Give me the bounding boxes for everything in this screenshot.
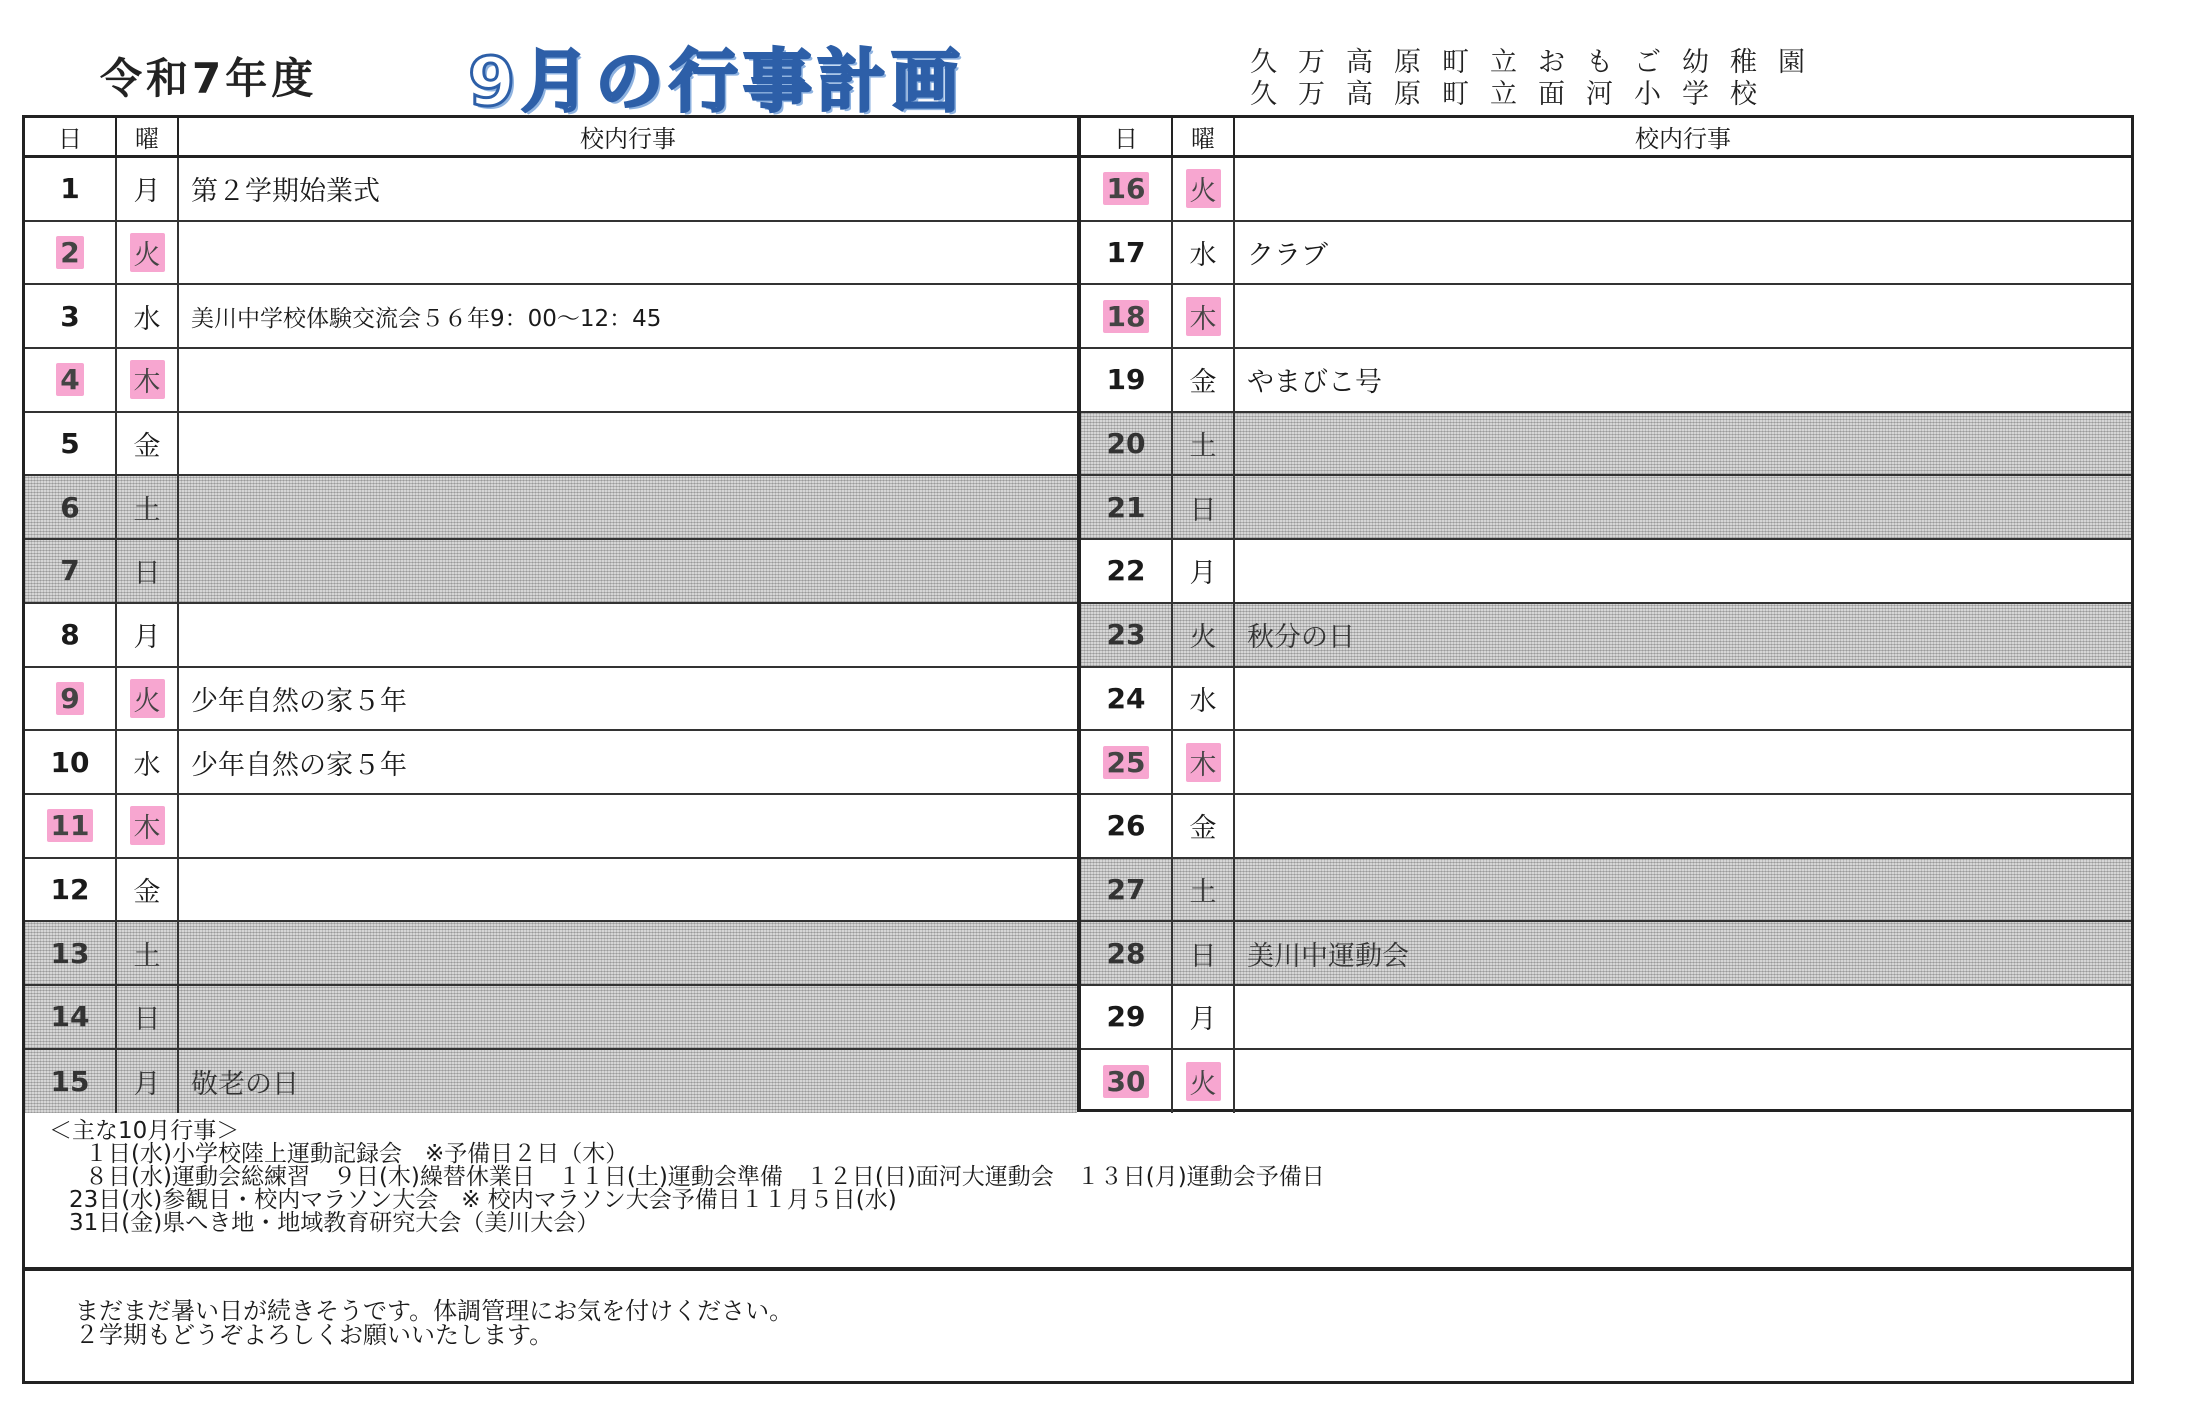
page-header: [0, 0, 2194, 122]
date-cell: [1081, 285, 1173, 347]
weekday-label: 水: [133, 303, 161, 335]
table-header: [25, 118, 1077, 158]
weekday-cell: [1173, 285, 1235, 347]
event-cell: 美川中学校体験交流会５６年9：00～12：45: [191, 305, 662, 332]
page-title: 9月の行事計画: [468, 43, 966, 122]
event-cell: [179, 986, 1077, 1048]
date-cell: [25, 668, 117, 730]
weekday-label: 土: [133, 940, 161, 972]
date-number: 25: [1103, 746, 1150, 779]
date-number: 2: [56, 236, 83, 269]
calendar-left-rows: [25, 158, 1077, 1113]
weekday-cell: [117, 922, 179, 984]
calendar-row: [1081, 795, 2131, 859]
weekday-cell: [1173, 731, 1235, 793]
school-name-elementary: 久万高原町立面河小学校: [1250, 79, 1778, 110]
date-cell: [25, 158, 117, 220]
calendar-row: [25, 540, 1077, 604]
date-number: 8: [60, 618, 80, 652]
date-cell: [25, 922, 117, 984]
date-number: 20: [1106, 427, 1146, 461]
event-cell: [179, 540, 1077, 602]
date-cell: [25, 604, 117, 666]
calendar-row: [25, 731, 1077, 795]
weekday-cell: [117, 476, 179, 538]
weekday-label: 水: [1189, 685, 1217, 717]
header-date: 日: [1081, 118, 1173, 155]
event-cell: 第２学期始業式: [191, 176, 380, 208]
weekday-cell: [117, 731, 179, 793]
date-cell: [25, 349, 117, 411]
weekday-cell: [1173, 349, 1235, 411]
notes-line: ８日(水)運動会総練習 ９日(木)繰替休業日 １１日(土)運動会準備 １２日(日)面河大運動会 １３日(月)運動会予備日: [85, 1164, 1325, 1190]
date-cell: [1081, 731, 1173, 793]
weekday-label: 金: [133, 431, 161, 463]
weekday-cell: [117, 668, 179, 730]
weekday-label: 木: [130, 806, 165, 845]
calendar-row: [25, 795, 1077, 859]
header-events: 校内行事: [580, 125, 676, 153]
calendar-row: [25, 922, 1077, 986]
date-cell: [1081, 349, 1173, 411]
event-cell: [179, 859, 1077, 921]
weekday-label: 日: [1189, 940, 1217, 972]
message-line: まだまだ暑い日が続きそうです。体調管理にお気を付けください。: [75, 1297, 794, 1325]
date-cell: [25, 285, 117, 347]
weekday-cell: [117, 413, 179, 475]
calendar-row: [1081, 604, 2131, 668]
date-number: 26: [1106, 809, 1146, 843]
calendar-row: [1081, 922, 2131, 986]
calendar-row: [1081, 349, 2131, 413]
date-cell: [1081, 604, 1173, 666]
message-line: ２学期もどうぞよろしくお願いいたします。: [75, 1321, 554, 1349]
calendar-row: [1081, 986, 2131, 1050]
event-cell: [179, 795, 1077, 857]
october-events-notes: [22, 1110, 2134, 1270]
weekday-cell: [117, 986, 179, 1048]
event-cell: [1235, 285, 2131, 347]
date-cell: [25, 222, 117, 284]
event-cell: [1235, 731, 2131, 793]
calendar-row: [25, 859, 1077, 923]
calendar-row: [25, 668, 1077, 732]
calendar-row: [1081, 1050, 2131, 1114]
weekday-cell: [117, 540, 179, 602]
date-cell: [25, 859, 117, 921]
event-cell: [1235, 795, 2131, 857]
weekday-cell: [1173, 922, 1235, 984]
weekday-cell: [1173, 604, 1235, 666]
weekday-label: 火: [1186, 169, 1221, 208]
header-day: 曜: [117, 118, 179, 155]
calendar-row: [1081, 668, 2131, 732]
weekday-cell: [1173, 476, 1235, 538]
weekday-label: 月: [1189, 558, 1217, 590]
weekday-label: 水: [133, 749, 161, 781]
weekday-cell: [117, 349, 179, 411]
date-number: 3: [60, 299, 80, 333]
event-cell: [179, 349, 1077, 411]
weekday-cell: [1173, 859, 1235, 921]
date-number: 1: [60, 172, 80, 206]
calendar-row: [1081, 413, 2131, 477]
calendar-row: [1081, 859, 2131, 923]
weekday-label: 火: [1189, 622, 1217, 654]
weekday-label: 木: [130, 360, 165, 399]
weekday-label: 日: [133, 558, 161, 590]
header-events: 校内行事: [1635, 125, 1731, 153]
date-number: 21: [1106, 490, 1146, 524]
weekday-cell: [1173, 795, 1235, 857]
event-cell: [1235, 413, 2131, 475]
event-cell: 敬老の日: [191, 1068, 299, 1100]
calendar-row: [25, 413, 1077, 477]
header-day: 曜: [1173, 118, 1235, 155]
notes-line: 31日(金)県へき地・地域教育研究大会（美川大会）: [69, 1210, 600, 1236]
event-cell: 秋分の日: [1247, 622, 1355, 654]
date-number: 6: [60, 490, 80, 524]
weekday-label: 月: [133, 622, 161, 654]
notes-line: 23日(水)参観日・校内マラソン大会 ※ 校内マラソン大会予備日１１月５日(水): [69, 1187, 897, 1213]
date-cell: [1081, 540, 1173, 602]
table-header: [1081, 118, 2131, 158]
event-cell: 少年自然の家５年: [191, 749, 407, 781]
weekday-cell: [117, 859, 179, 921]
date-cell: [25, 731, 117, 793]
calendar-row: [1081, 222, 2131, 286]
weekday-label: 月: [1189, 1004, 1217, 1036]
event-cell: [1235, 668, 2131, 730]
event-cell: [179, 922, 1077, 984]
event-cell: 少年自然の家５年: [191, 685, 407, 717]
calendar-right-column: [1077, 118, 2131, 1109]
date-number: 11: [47, 809, 94, 842]
date-number: 23: [1106, 618, 1146, 652]
calendar-row: [1081, 476, 2131, 540]
date-cell: [25, 795, 117, 857]
weekday-cell: [1173, 540, 1235, 602]
weekday-cell: [117, 285, 179, 347]
weekday-cell: [1173, 1050, 1235, 1114]
event-cell: [179, 413, 1077, 475]
date-cell: [1081, 222, 1173, 284]
calendar-row: [25, 285, 1077, 349]
calendar-row: [25, 158, 1077, 222]
weekday-cell: [1173, 158, 1235, 220]
date-number: 28: [1106, 936, 1146, 970]
date-cell: [1081, 1050, 1173, 1114]
event-cell: [179, 604, 1077, 666]
weekday-label: 金: [133, 876, 161, 908]
event-cell: [179, 476, 1077, 538]
weekday-label: 木: [1186, 743, 1221, 782]
event-cell: やまびこ号: [1247, 367, 1382, 399]
weekday-label: 金: [1189, 813, 1217, 845]
weekday-cell: [1173, 668, 1235, 730]
calendar-row: [1081, 285, 2131, 349]
date-number: 18: [1103, 300, 1150, 333]
weekday-cell: [1173, 222, 1235, 284]
event-cell: クラブ: [1247, 240, 1328, 272]
weekday-label: 木: [1186, 297, 1221, 336]
date-number: 4: [56, 363, 83, 396]
weekday-label: 金: [1189, 367, 1217, 399]
calendar-row: [1081, 731, 2131, 795]
date-number: 5: [60, 427, 80, 461]
date-number: 24: [1106, 681, 1146, 715]
weekday-label: 水: [1189, 240, 1217, 272]
weekday-label: 火: [130, 233, 165, 272]
date-number: 10: [50, 745, 90, 779]
weekday-label: 月: [133, 176, 161, 208]
date-cell: [25, 413, 117, 475]
date-cell: [1081, 859, 1173, 921]
notes-line: １日(水)小学校陸上運動記録会 ※予備日２日（木）: [85, 1141, 629, 1167]
header-date: 日: [25, 118, 117, 155]
date-cell: [1081, 476, 1173, 538]
weekday-cell: [1173, 986, 1235, 1048]
calendar-row: [25, 222, 1077, 286]
calendar-row: [25, 476, 1077, 540]
event-cell: [1235, 1050, 2131, 1114]
date-number: 14: [50, 1000, 90, 1034]
weekday-cell: [1173, 413, 1235, 475]
date-number: 27: [1106, 872, 1146, 906]
event-cell: [1235, 158, 2131, 220]
event-cell: 美川中運動会: [1247, 940, 1409, 972]
date-number: 30: [1103, 1065, 1150, 1098]
date-cell: [1081, 413, 1173, 475]
date-number: 7: [60, 554, 80, 588]
weekday-cell: [117, 795, 179, 857]
weekday-label: 土: [133, 494, 161, 526]
date-cell: [1081, 922, 1173, 984]
weekday-cell: [117, 222, 179, 284]
date-cell: [25, 540, 117, 602]
school-name-kindergarten: 久万高原町立おもご幼稚園: [1250, 47, 1826, 78]
weekday-cell: [117, 604, 179, 666]
date-number: 16: [1103, 172, 1150, 205]
weekday-label: 火: [1186, 1062, 1221, 1101]
date-cell: [1081, 668, 1173, 730]
weekday-label: 日: [1189, 494, 1217, 526]
calendar-left-column: [25, 118, 1077, 1109]
date-number: 13: [50, 936, 90, 970]
date-cell: [1081, 158, 1173, 220]
date-cell: [25, 476, 117, 538]
date-cell: [1081, 986, 1173, 1048]
calendar-row: [1081, 158, 2131, 222]
date-cell: [25, 1050, 117, 1114]
date-number: 9: [56, 682, 83, 715]
notes-title: ＜主な10月行事＞: [49, 1118, 240, 1144]
calendar-right-rows: [1081, 158, 2131, 1113]
event-cell: [1235, 859, 2131, 921]
weekday-cell: [117, 1050, 179, 1114]
date-cell: [25, 986, 117, 1048]
date-number: 15: [50, 1064, 90, 1098]
date-number: 12: [50, 872, 90, 906]
weekday-cell: [117, 158, 179, 220]
calendar-row: [25, 349, 1077, 413]
closing-message: [22, 1268, 2134, 1384]
weekday-label: 土: [1189, 876, 1217, 908]
calendar-row: [25, 986, 1077, 1050]
event-cell: [1235, 540, 2131, 602]
date-cell: [1081, 795, 1173, 857]
date-number: 22: [1106, 554, 1146, 588]
fiscal-year: 令和7年度: [100, 54, 318, 103]
calendar-row: [25, 1050, 1077, 1114]
calendar-row: [1081, 540, 2131, 604]
calendar-row: [25, 604, 1077, 668]
weekday-label: 月: [133, 1068, 161, 1100]
weekday-label: 火: [130, 679, 165, 718]
date-number: 17: [1106, 236, 1146, 270]
event-cell: [1235, 986, 2131, 1048]
weekday-label: 日: [133, 1004, 161, 1036]
weekday-label: 土: [1189, 431, 1217, 463]
event-calendar-table: [22, 115, 2134, 1112]
event-cell: [1235, 476, 2131, 538]
date-number: 19: [1106, 363, 1146, 397]
date-number: 29: [1106, 1000, 1146, 1034]
event-cell: [179, 222, 1077, 284]
